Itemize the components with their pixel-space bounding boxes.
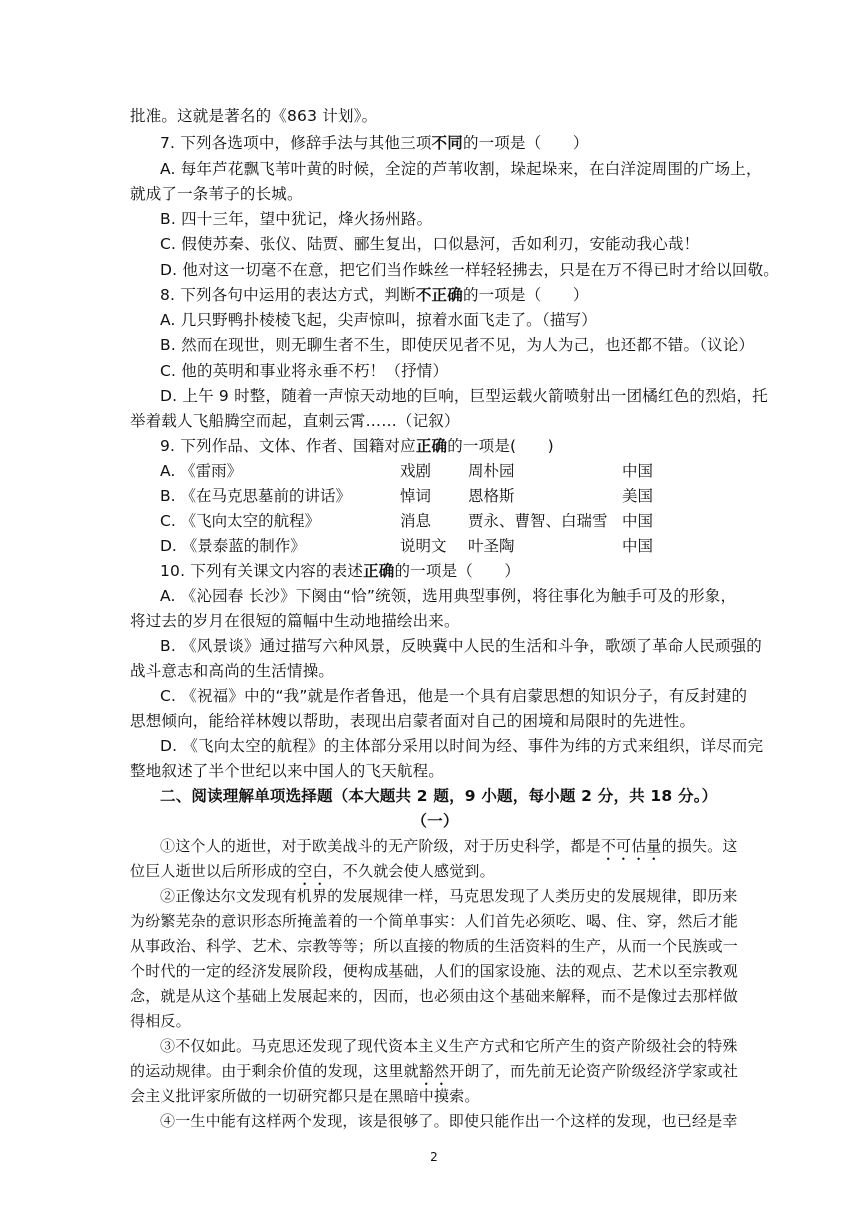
section-heading: 二、阅读理解单项选择题（本大题共 2 题，9 小题，每小题 2 分，共 18 分。） bbox=[160, 787, 718, 805]
paragraph-line: 念，就是从这个基础上发展起来的，因而，也必须由这个基础来解释，而不是像过去那样做 bbox=[130, 987, 739, 1005]
option-10d: D. 《飞向太空的航程》的主体部分采用以时间为经、事件为纬的方式来组织，详尽而完 bbox=[160, 737, 764, 755]
page-number: 2 bbox=[430, 1150, 438, 1164]
paragraph-line: ④一生中能有这样两个发现，该是很够了。即使只能作出一个这样的发现，也已经是幸 bbox=[160, 1112, 738, 1130]
paragraph-line: ①这个人的逝世，对于欧美战斗的无产阶级，对于历史科学，都是不可估量的损失。这 bbox=[160, 837, 738, 855]
option-7c: C. 假使苏秦、张仪、陆贾、郦生复出，口似悬河，舌如利刃，安能动我心哉！ bbox=[160, 235, 700, 253]
question-7: 7. 下列各选项中，修辞手法与其他三项不同的一项是（ ） bbox=[160, 134, 589, 152]
paragraph-line: 的运动规律。由于剩余价值的发现，这里就豁然开朗了，而先前无论资产阶级经济学家或社 bbox=[130, 1062, 739, 1080]
paragraph-line: 从事政治、科学、艺术、宗教等等；所以直接的物质的生活资料的生产，从而一个民族或一 bbox=[130, 937, 739, 955]
option-8d: D. 上午 9 时整，随着一声惊天动地的巨响，巨型运载火箭喷射出一团橘红色的烈焰，托 bbox=[160, 387, 768, 405]
table-row: A. 《雷雨》 戏剧 周朴园 中国 bbox=[160, 462, 654, 480]
option-10a: A. 《沁园春 长沙》下阕由“恰”统领，选用典型事例，将往事化为触手可及的形象， bbox=[160, 587, 737, 605]
question-8: 8. 下列各句中运用的表达方式，判断不正确的一项是（ ） bbox=[160, 286, 589, 304]
table-row: D. 《景泰蓝的制作》 说明文 叶圣陶 中国 bbox=[160, 537, 654, 555]
option-10c: C. 《祝福》中的“我”就是作者鲁迅，他是一个具有启蒙思想的知识分子，有反封建的 bbox=[160, 687, 748, 705]
table-row: B. 《在马克思墓前的讲话》 悼词 恩格斯 美国 bbox=[160, 487, 654, 505]
option-7b: B. 四十三年，望中犹记，烽火扬州路。 bbox=[160, 210, 433, 228]
text-line: 战斗意志和高尚的生活情操。 bbox=[130, 662, 335, 680]
text-line: 思想倾向，能给祥林嫂以帮助，表现出启蒙者面对自己的困境和局限时的先进性。 bbox=[130, 712, 696, 730]
option-8b: B. 然而在现世，则无聊生者不生，即使厌见者不见，为人为己，也还都不错。（议论） bbox=[160, 336, 755, 354]
paragraph-line: 得相反。 bbox=[130, 1012, 191, 1030]
text-line: 将过去的岁月在很短的篇幅中生动地描绘出来。 bbox=[130, 612, 460, 630]
text-line: 举着载人飞船腾空而起，直刺云霄……（记叙） bbox=[130, 412, 460, 430]
question-9: 9. 下列作品、文体、作者、国籍对应正确的一项是( ) bbox=[160, 437, 554, 455]
paragraph-line: 为纷繁芜杂的意识形态所掩盖着的一个简单事实：人们首先必须吃、喝、住、穿，然后才能 bbox=[130, 912, 739, 930]
paragraph-line: ③不仅如此。马克思还发现了现代资本主义生产方式和它所产生的资产阶级社会的特殊 bbox=[160, 1037, 738, 1055]
text-line: 就成了一条苇子的长城。 bbox=[130, 185, 303, 203]
text-line: 批准。这就是著名的《863 计划》。 bbox=[130, 107, 378, 125]
option-7d: D. 他对这一切毫不在意，把它们当作蛛丝一样轻轻拂去，只是在万不得已时才给以回敬。 bbox=[160, 261, 779, 279]
paragraph-line: 个时代的一定的经济发展阶段，便构成基础，人们的国家设施、法的观点、艺术以至宗教观 bbox=[130, 962, 739, 980]
paragraph-line: 位巨人逝世以后所形成的空白，不久就会使人感觉到。 bbox=[130, 862, 495, 880]
question-10: 10. 下列有关课文内容的表述正确的一项是（ ） bbox=[160, 562, 521, 580]
subsection-heading: （一） bbox=[411, 812, 459, 830]
paragraph-line: ②正像达尔文发现有机界的发展规律一样，马克思发现了人类历史的发展规律，即历来 bbox=[160, 887, 738, 905]
table-row: C. 《飞向太空的航程》 消息 贾永、曹智、白瑞雪 中国 bbox=[160, 512, 654, 530]
text-line: 整地叙述了半个世纪以来中国人的飞天航程。 bbox=[130, 762, 445, 780]
paragraph-line: 会主义批评家所做的一切研究都只是在黑暗中摸索。 bbox=[130, 1087, 480, 1105]
option-10b: B. 《风景谈》通过描写六种风景，反映冀中人民的生活和斗争，歌颂了革命人民顽强的 bbox=[160, 637, 762, 655]
option-8c: C. 他的英明和事业将永垂不朽！（抒情） bbox=[160, 362, 449, 380]
option-8a: A. 几只野鸭扑棱棱飞起，尖声惊叫，掠着水面飞走了。（描写） bbox=[160, 311, 597, 329]
option-7a: A. 每年芦花飘飞苇叶黄的时候，全淀的芦苇收割，垛起垛来，在白洋淀周围的广场上， bbox=[160, 160, 762, 178]
